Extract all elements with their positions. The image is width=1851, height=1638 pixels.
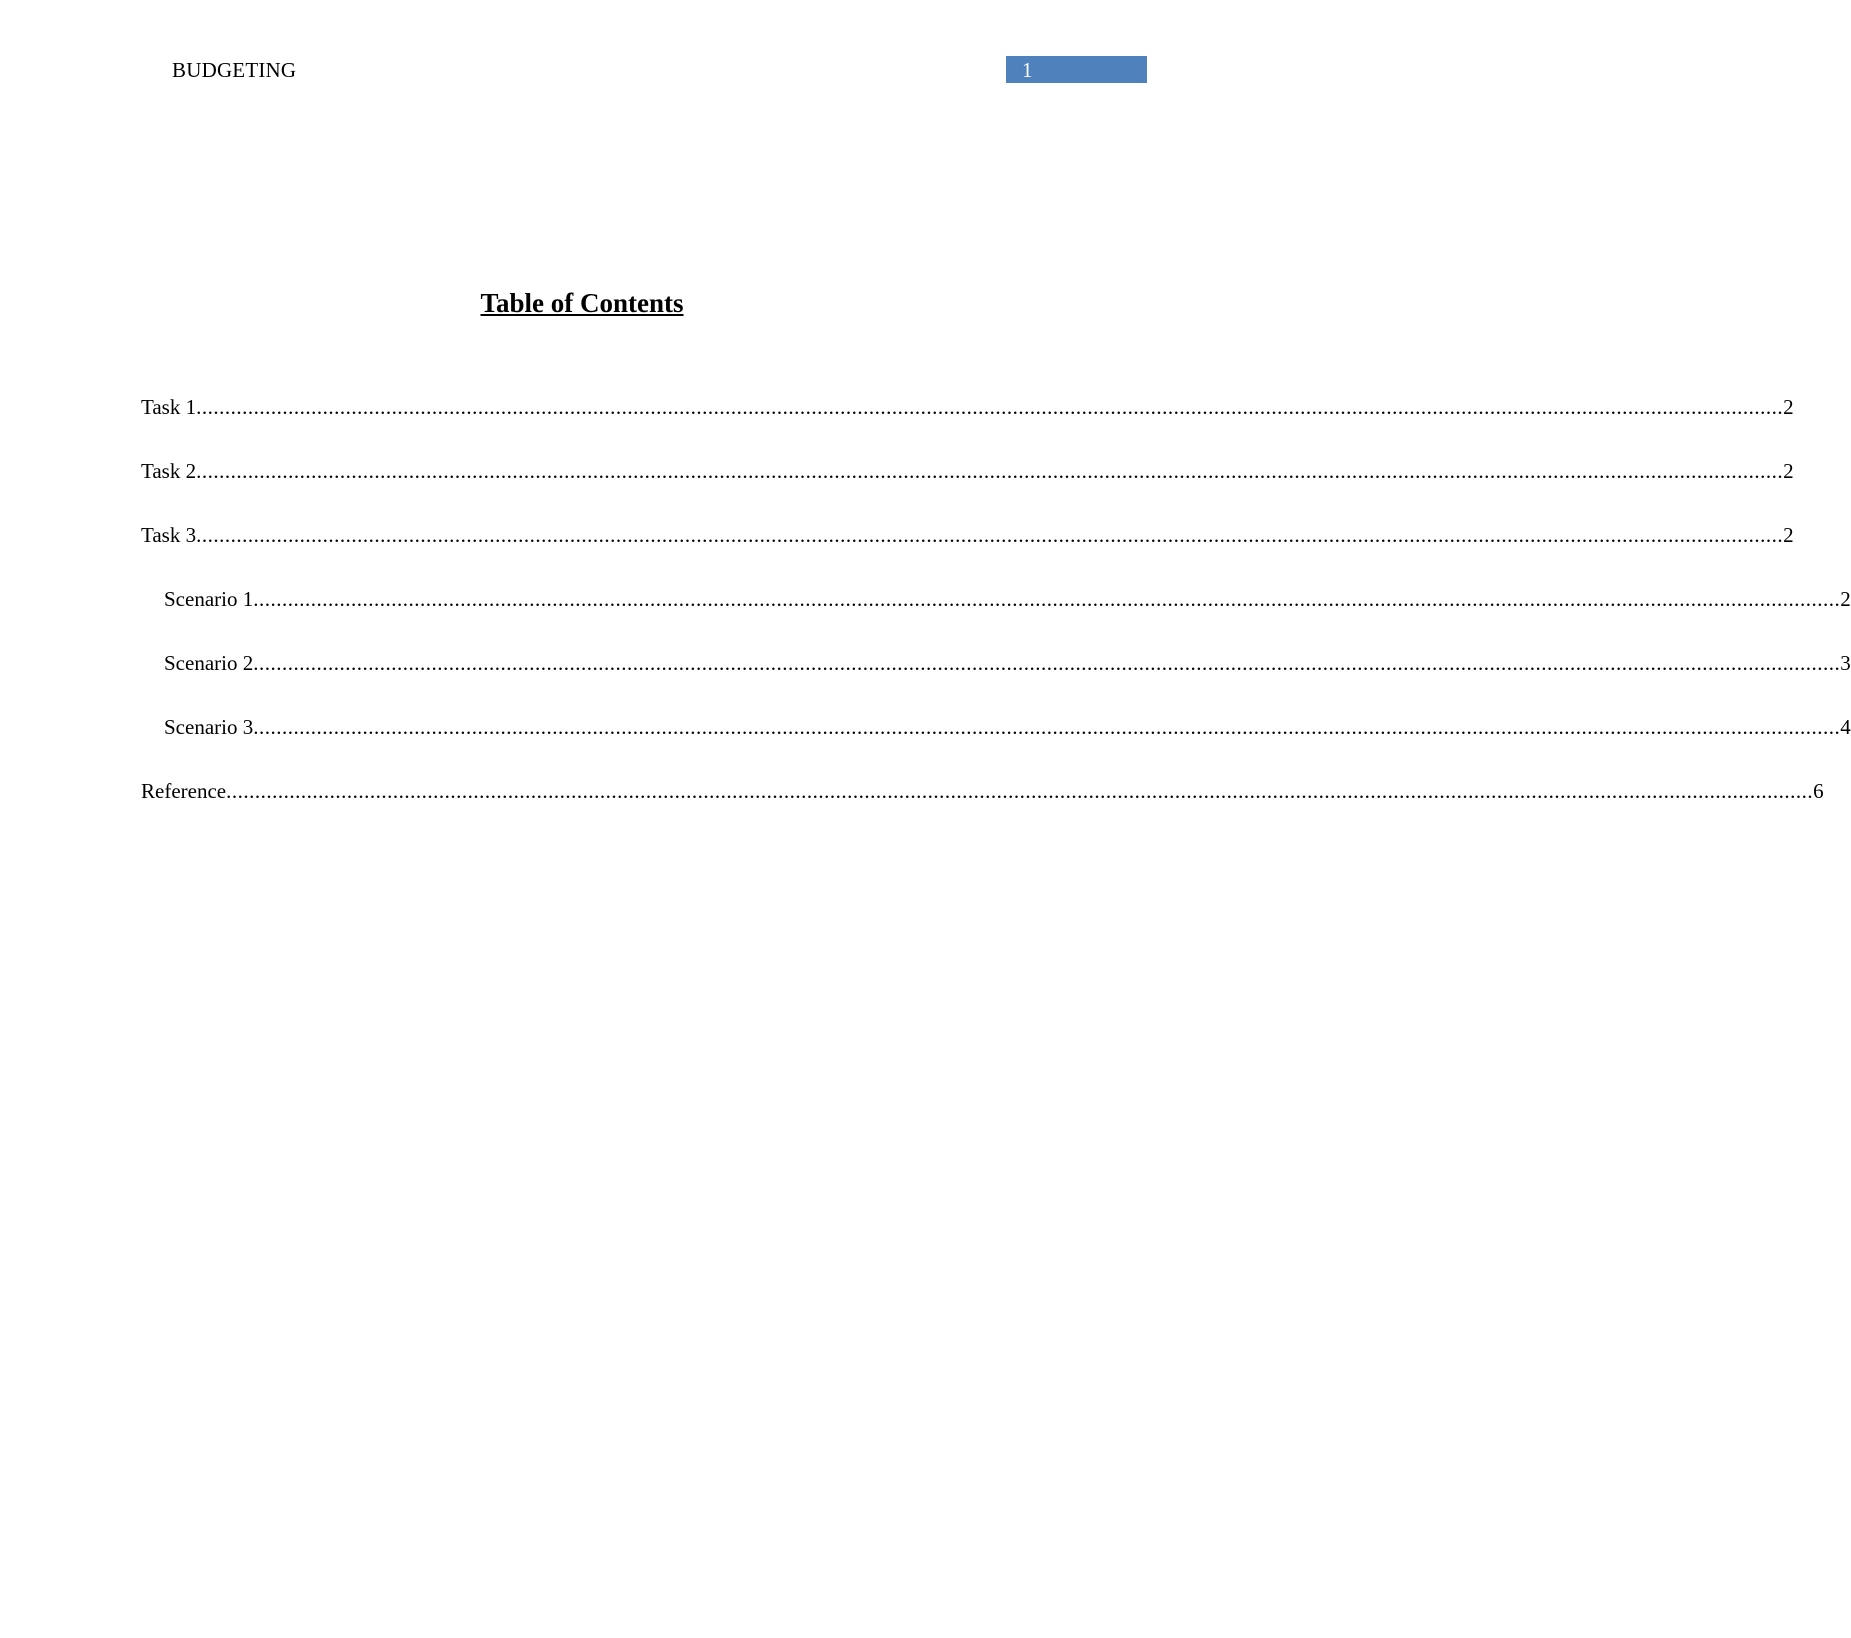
toc-entry-label: Task 3: [141, 523, 197, 547]
toc-entry-reference[interactable]: [141, 778, 1824, 842]
page-number: 1: [1022, 58, 1033, 82]
toc-entry-page: 4: [1840, 715, 1851, 739]
toc-entry-label: Reference: [141, 779, 227, 803]
toc-dot-leader: ....................................................................................................................................................................................................................................................................................: [253, 651, 1841, 675]
toc-dot-leader: ....................................................................................................................................................................................................................................................................................: [196, 395, 1784, 419]
toc-entry-scenario-1[interactable]: [141, 586, 1851, 650]
table-of-contents: [141, 394, 1851, 842]
toc-entry-page: 3: [1840, 651, 1851, 675]
toc-dot-leader: ....................................................................................................................................................................................................................................................................................: [253, 715, 1841, 739]
toc-dot-leader: ....................................................................................................................................................................................................................................................................................: [196, 523, 1784, 547]
toc-entry-scenario-3[interactable]: [141, 714, 1851, 778]
toc-entry-label: Scenario 3: [164, 715, 254, 739]
toc-entry-task-1[interactable]: [141, 394, 1794, 458]
toc-entry-page: 6: [1813, 779, 1824, 803]
toc-entry-page: 2: [1783, 523, 1794, 547]
toc-entry-task-2[interactable]: [141, 458, 1794, 522]
toc-entry-page: 2: [1840, 587, 1851, 611]
toc-title: Table of Contents: [480, 288, 684, 318]
toc-entry-page: 2: [1783, 459, 1794, 483]
toc-entry-label: Task 1: [141, 395, 197, 419]
toc-dot-leader: ....................................................................................................................................................................................................................................................................................: [196, 459, 1784, 483]
running-head: BUDGETING: [172, 58, 297, 82]
toc-entry-label: Scenario 2: [164, 651, 254, 675]
toc-entry-label: Task 2: [141, 459, 197, 483]
toc-dot-leader: ....................................................................................................................................................................................................................................................................................: [226, 779, 1814, 803]
page-number-box: [1006, 56, 1147, 83]
toc-entry-task-3[interactable]: [141, 522, 1794, 586]
toc-entry-scenario-2[interactable]: [141, 650, 1851, 714]
toc-entry-label: Scenario 1: [164, 587, 254, 611]
toc-entry-page: 2: [1783, 395, 1794, 419]
toc-dot-leader: ....................................................................................................................................................................................................................................................................................: [253, 587, 1841, 611]
